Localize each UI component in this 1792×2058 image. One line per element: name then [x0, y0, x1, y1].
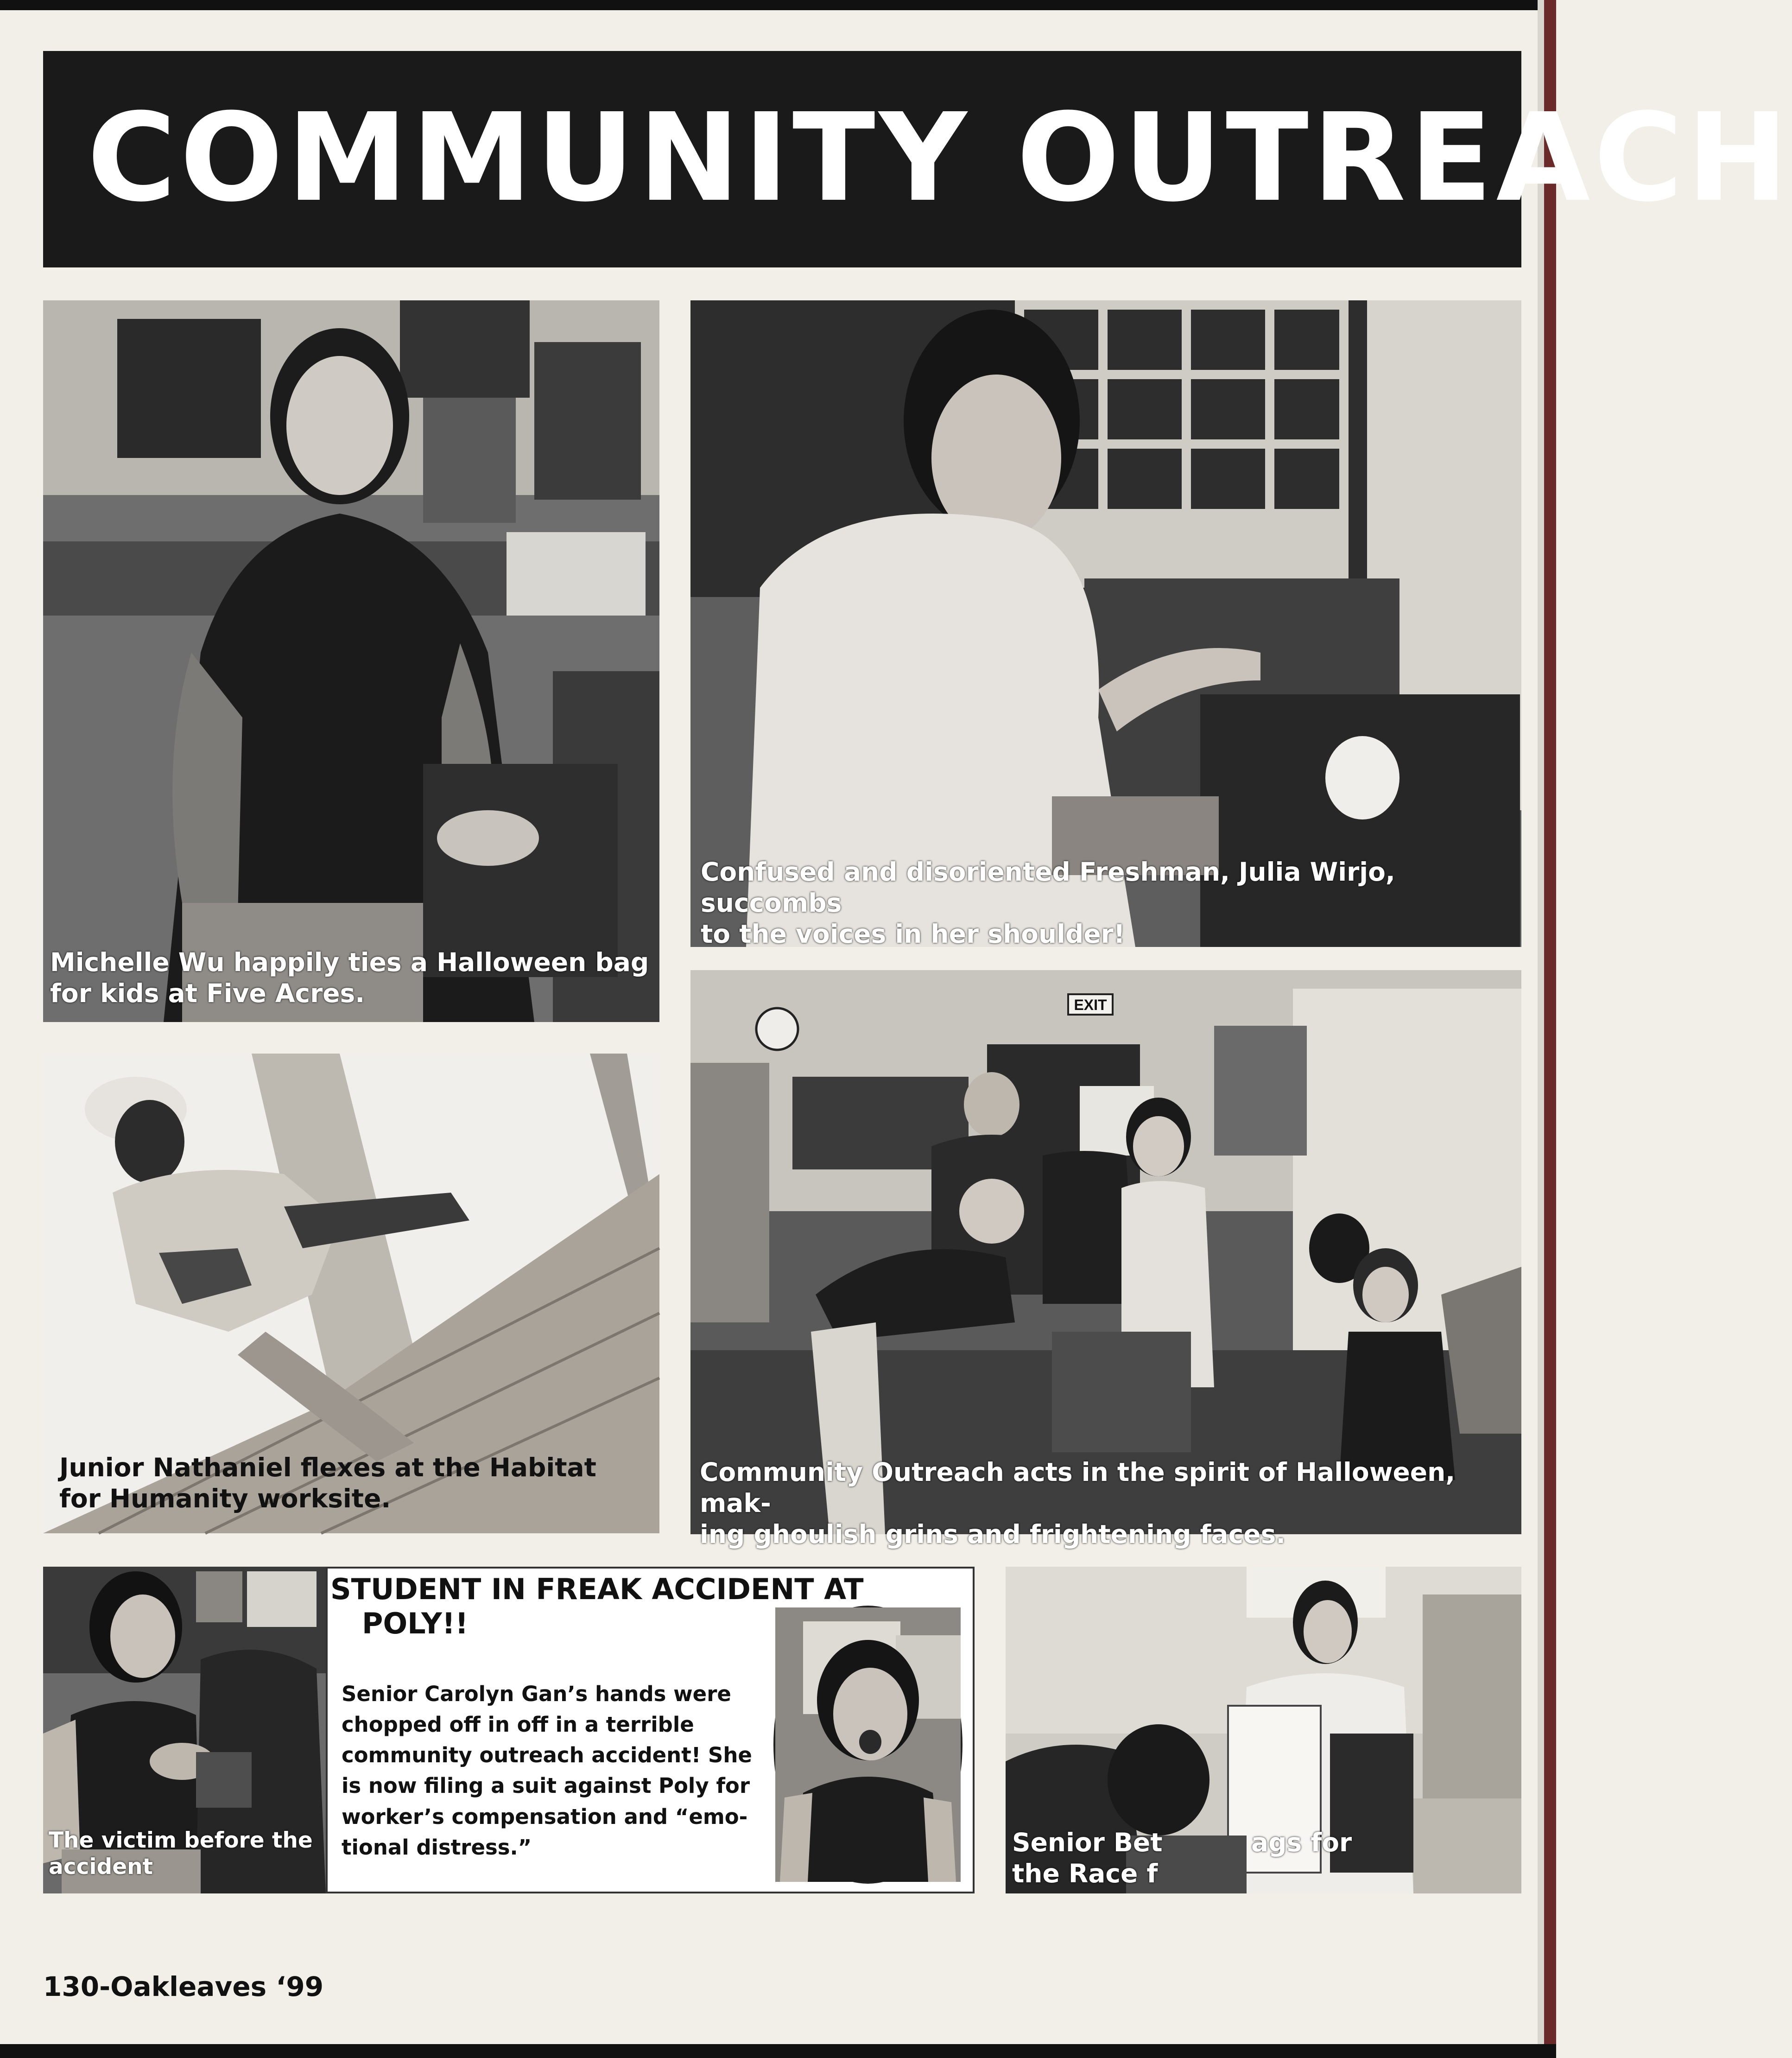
page-title: COMMUNITY OUTREACH — [87, 87, 1792, 229]
caption-line: for Humanity worksite. — [59, 1484, 391, 1514]
photo-group-halloween-caption — [700, 1457, 1521, 1550]
caption-line: Junior Nathaniel flexes at the Habitat — [59, 1453, 596, 1482]
photo-julia-wirjo-image — [690, 300, 1521, 947]
caption-line: The victim before the — [49, 1828, 313, 1853]
photo-group-halloween-image — [690, 970, 1521, 1534]
headline-line: POLY!! — [362, 1607, 469, 1641]
photo-nathaniel-caption — [59, 1452, 596, 1514]
body-line: is now filing a suit against Poly for — [342, 1773, 750, 1798]
caption-line: accident — [49, 1854, 153, 1880]
body-line: community outreach accident! She — [342, 1743, 752, 1768]
caption-line: Michelle Wu happily ties a Halloween bag — [50, 947, 649, 977]
body-line: worker’s compensation and “emo- — [342, 1804, 748, 1829]
photo-senior-bags — [1006, 1567, 1521, 1893]
photo-julia-wirjo — [690, 300, 1521, 947]
photo-nathaniel — [43, 1054, 659, 1533]
photo-michelle-wu-image — [43, 300, 659, 1022]
article-oval-photo-image — [775, 1607, 961, 1882]
page-title-banner — [43, 51, 1792, 267]
body-line: Senior Carolyn Gan’s hands were — [342, 1682, 731, 1706]
scan-bottom-edge — [0, 2044, 1556, 2058]
caption-line: Senior Bet ags for — [1012, 1828, 1352, 1857]
photo-senior-bags-caption — [1012, 1827, 1352, 1889]
body-line: tional distress.” — [342, 1835, 532, 1860]
caption-line: Community Outreach acts in the spirit of Halloween, mak- — [700, 1457, 1456, 1518]
page-folio: 130-Oakleaves ‘99 — [43, 1971, 324, 2002]
photo-victim-before — [43, 1567, 326, 1893]
caption-line: Confused and disoriented Freshman, Julia Wirjo, succombs — [701, 857, 1395, 918]
photo-michelle-wu-caption — [50, 947, 649, 1009]
article-body — [342, 1679, 759, 1863]
freak-accident-article — [326, 1567, 975, 1893]
article-oval-photo — [773, 1606, 962, 1884]
body-line: chopped off in off in a terrible — [342, 1712, 694, 1737]
photo-michelle-wu — [43, 300, 659, 1022]
photo-group-halloween — [690, 970, 1521, 1550]
caption-line: for kids at Five Acres. — [50, 978, 365, 1009]
scan-top-edge — [0, 0, 1556, 10]
caption-line: to the voices in her shoulder! — [701, 919, 1125, 949]
headline-line: STUDENT IN FREAK ACCIDENT AT — [330, 1572, 864, 1606]
photo-julia-wirjo-caption — [701, 857, 1521, 950]
exit-sign-text: EXIT — [1074, 997, 1107, 1013]
scan-right-edge — [1538, 0, 1556, 2058]
caption-line: ing ghoulish grins and frightening faces. — [700, 1519, 1286, 1550]
caption-line: the Race f — [1012, 1859, 1158, 1889]
photo-victim-before-caption — [49, 1827, 313, 1880]
